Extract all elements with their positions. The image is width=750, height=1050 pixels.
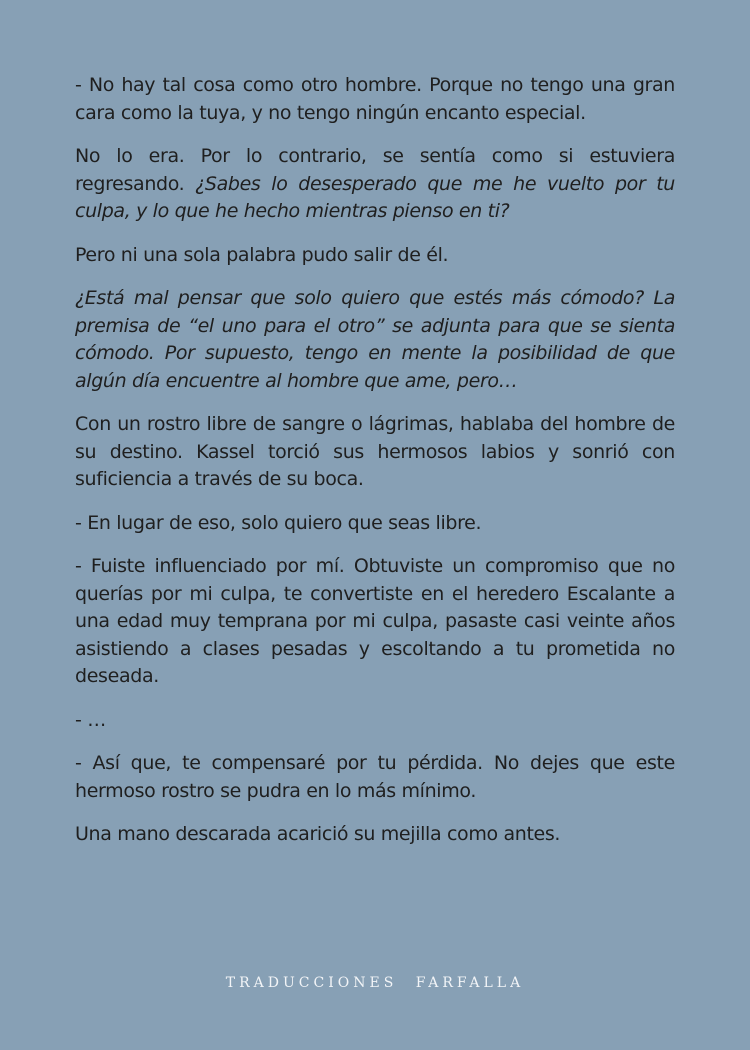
paragraph-text: - No hay tal cosa como otro hombre. Porque no tengo una gran cara como la tuya, y no tengo ningún encanto especial. [75, 74, 675, 124]
paragraph-text: Pero ni una sola palabra pudo salir de él. [75, 243, 449, 266]
paragraph-text: - Así que, te compensaré por tu pérdida. No dejes que este hermoso rostro se pudra en lo más mínimo. [75, 752, 675, 802]
paragraph-text: - Fuiste influenciado por mí. Obtuviste un compromiso que no querías por mi culpa, te convertiste en el heredero Escalante a una edad muy temprana por mi culpa, pasaste casi veinte años asistiendo a clases pesadas y escoltando a tu prometida no deseada. [75, 555, 675, 687]
paragraph [75, 750, 675, 805]
paragraph [75, 821, 675, 849]
paragraph [75, 285, 675, 395]
paragraph-text: - … [75, 708, 106, 731]
paragraph [75, 411, 675, 494]
paragraph [75, 72, 675, 127]
paragraph [75, 553, 675, 691]
document-page [75, 72, 675, 865]
paragraph [75, 510, 675, 538]
paragraph [75, 707, 675, 735]
paragraph [75, 143, 675, 226]
paragraph-text: - En lugar de eso, solo quiero que seas libre. [75, 511, 482, 534]
paragraph-text: No lo era. Por lo contrario, se sentía como si estuviera regresando. [75, 145, 675, 195]
paragraph-text: Una mano descarada acarició su mejilla como antes. [75, 823, 561, 845]
page-footer: TRADUCCIONES FARFALLA [225, 975, 525, 991]
paragraph-italic-text: ¿Sabes lo desesperado que me he vuelto por tu culpa, y lo que he hecho mientras pienso en ti? [75, 172, 675, 222]
paragraph [75, 242, 675, 270]
paragraph-italic-text: ¿Está mal pensar que solo quiero que estés más cómodo? La premisa de “el uno para el otro” se adjunta para que se sienta cómodo. Por supuesto, tengo en mente la posibilidad de que algún día encuentre al hombre que ame, pero… [75, 287, 675, 392]
paragraph-text: Con un rostro libre de sangre o lágrimas, hablaba del hombre de su destino. Kassel torció sus hermosos labios y sonrió con suficiencia a través de su boca. [75, 413, 675, 490]
